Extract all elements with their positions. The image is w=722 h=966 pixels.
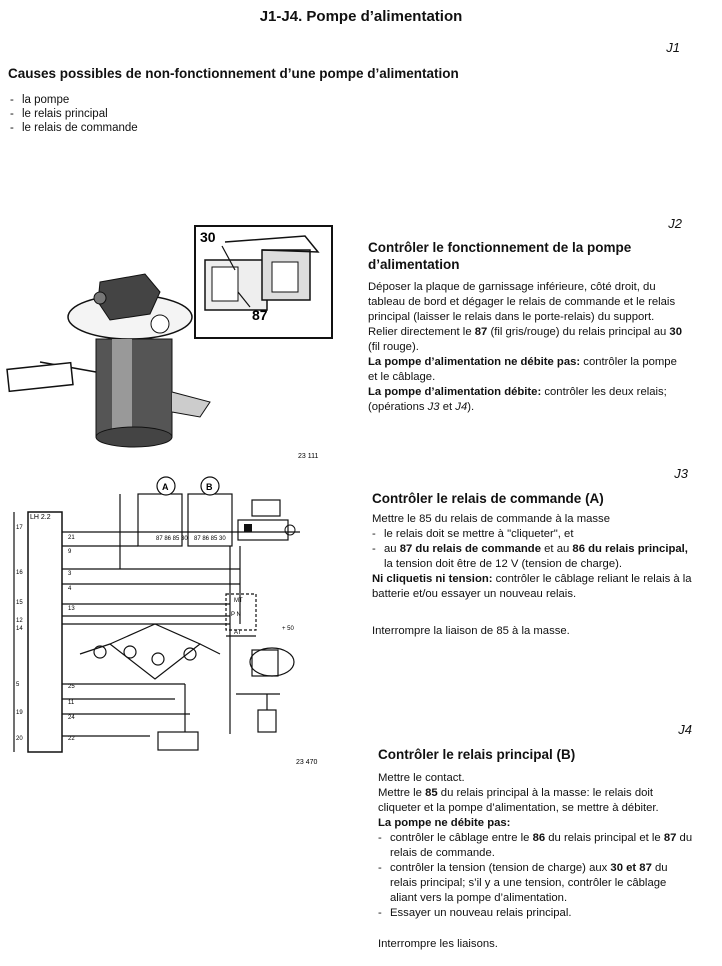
j3-paragraph-3: Interrompre la liaison de 85 à la masse. bbox=[372, 625, 570, 637]
svg-text:20: 20 bbox=[16, 736, 23, 742]
svg-text:24: 24 bbox=[68, 715, 75, 721]
j2-paragraph-2: Relier directement le 87 (fil gris/rouge) du relais principal au 30 (fil rouge). bbox=[368, 326, 682, 353]
svg-text:22: 22 bbox=[68, 736, 75, 742]
j1-heading: Causes possibles de non-fonctionnement d’une pompe d’alimentation bbox=[8, 66, 459, 81]
svg-text:25: 25 bbox=[68, 684, 75, 690]
relay-terminal-87-label: 87 bbox=[252, 307, 268, 323]
ecu-label: LH 2.2 bbox=[30, 514, 51, 521]
relay-terminal-30-label: 30 bbox=[200, 229, 216, 245]
j4-paragraph-3: La pompe ne débite pas: bbox=[378, 817, 511, 829]
svg-text:13: 13 bbox=[68, 606, 75, 612]
figure-number-23111: 23 111 bbox=[298, 453, 319, 460]
svg-text:11: 11 bbox=[68, 700, 75, 706]
j4-paragraph-4: Interrompre les liaisons. bbox=[378, 938, 498, 950]
plus50-label: + 50 bbox=[282, 626, 294, 632]
at-label: AT bbox=[234, 630, 242, 636]
j3-paragraph-2: Ni cliquetis ni tension: contrôler le câblage reliant le relais à la batterie et/ou essayer un nouveau relais. bbox=[372, 573, 692, 600]
list-item: - la pompe bbox=[10, 93, 138, 107]
j2-heading: Contrôler le fonctionnement de la pompe d’alimentation bbox=[368, 240, 632, 272]
j4-paragraph-2: Mettre le 85 du relais principal à la masse: le relais doit cliqueter et la pompe d’alimentation, se mettre à débiter. bbox=[378, 787, 659, 814]
svg-text:87 86 85 30: 87 86 85 30 bbox=[156, 536, 188, 542]
j3-heading: Contrôler le relais de commande (A) bbox=[372, 491, 604, 506]
list-item: - le relais principal bbox=[10, 107, 138, 121]
j4-heading: Contrôler le relais principal (B) bbox=[378, 747, 576, 762]
j4-body bbox=[378, 771, 696, 952]
j2-paragraph-1: Déposer la plaque de garnissage inférieure, côté droit, du tableau de bord et dégager le relais de commande et le relais principal (laisser le relais dans le porte-relais) du support. bbox=[368, 281, 676, 323]
list-item: - contrôler le câblage entre le 86 du relais principal et le 87 du relais de commande. bbox=[378, 831, 696, 861]
svg-text:19: 19 bbox=[16, 710, 23, 716]
j4-list bbox=[378, 831, 696, 921]
wiring-diagram-figure bbox=[0, 474, 330, 766]
j3-body bbox=[372, 512, 694, 639]
j3-paragraph-1: Mettre le 85 du relais de commande à la masse bbox=[372, 513, 610, 525]
svg-text:87 86 85 30: 87 86 85 30 bbox=[194, 536, 226, 542]
j3-list bbox=[372, 527, 694, 572]
svg-text:12: 12 bbox=[16, 618, 23, 624]
pn-label: P N bbox=[231, 612, 241, 618]
svg-text:15: 15 bbox=[16, 600, 23, 606]
relay-b-label: B bbox=[206, 482, 213, 492]
svg-text:4: 4 bbox=[68, 586, 72, 592]
list-item: - le relais doit se mettre à "cliqueter", et bbox=[372, 527, 694, 542]
section-code-j4: J4 bbox=[678, 722, 692, 737]
causes-list bbox=[10, 93, 138, 135]
svg-text:17: 17 bbox=[16, 525, 23, 531]
j2-paragraph-3: La pompe d’alimentation ne débite pas: contrôler la pompe et le câblage. bbox=[368, 356, 677, 383]
svg-text:9: 9 bbox=[68, 549, 72, 555]
svg-text:16: 16 bbox=[16, 570, 23, 576]
section-code-j2: J2 bbox=[668, 216, 682, 231]
svg-text:5: 5 bbox=[16, 682, 20, 688]
figure-number-23470: 23 470 bbox=[296, 759, 318, 766]
mt-label: MT bbox=[234, 598, 243, 604]
fuel-pump-figure bbox=[0, 222, 340, 467]
svg-text:3: 3 bbox=[68, 571, 72, 577]
relay-a-label: A bbox=[162, 482, 169, 492]
page-title: J1-J4. Pompe d’alimentation bbox=[259, 8, 463, 25]
j4-paragraph-1: Mettre le contact. bbox=[378, 772, 465, 784]
list-item: - contrôler la tension (tension de charge) aux 30 et 87 du relais principal; s’il y a une tension, contrôler le câblage aliant vers la pompe d’alimentation. bbox=[378, 861, 696, 906]
section-code-j3: J3 bbox=[674, 466, 688, 481]
svg-text:14: 14 bbox=[16, 626, 23, 632]
svg-text:21: 21 bbox=[68, 535, 75, 541]
list-item: - au 87 du relais de commande et au 86 du relais principal, la tension doit être de 12 V (tension de charge). bbox=[372, 542, 694, 572]
section-code-j1: J1 bbox=[666, 40, 680, 55]
list-item: - Essayer un nouveau relais principal. bbox=[378, 906, 696, 921]
list-item: - le relais de commande bbox=[10, 121, 138, 135]
j2-paragraph-4: La pompe d’alimentation débite: contrôler les deux relais; (opérations J3 et J4). bbox=[368, 386, 667, 413]
j2-body bbox=[368, 280, 688, 415]
